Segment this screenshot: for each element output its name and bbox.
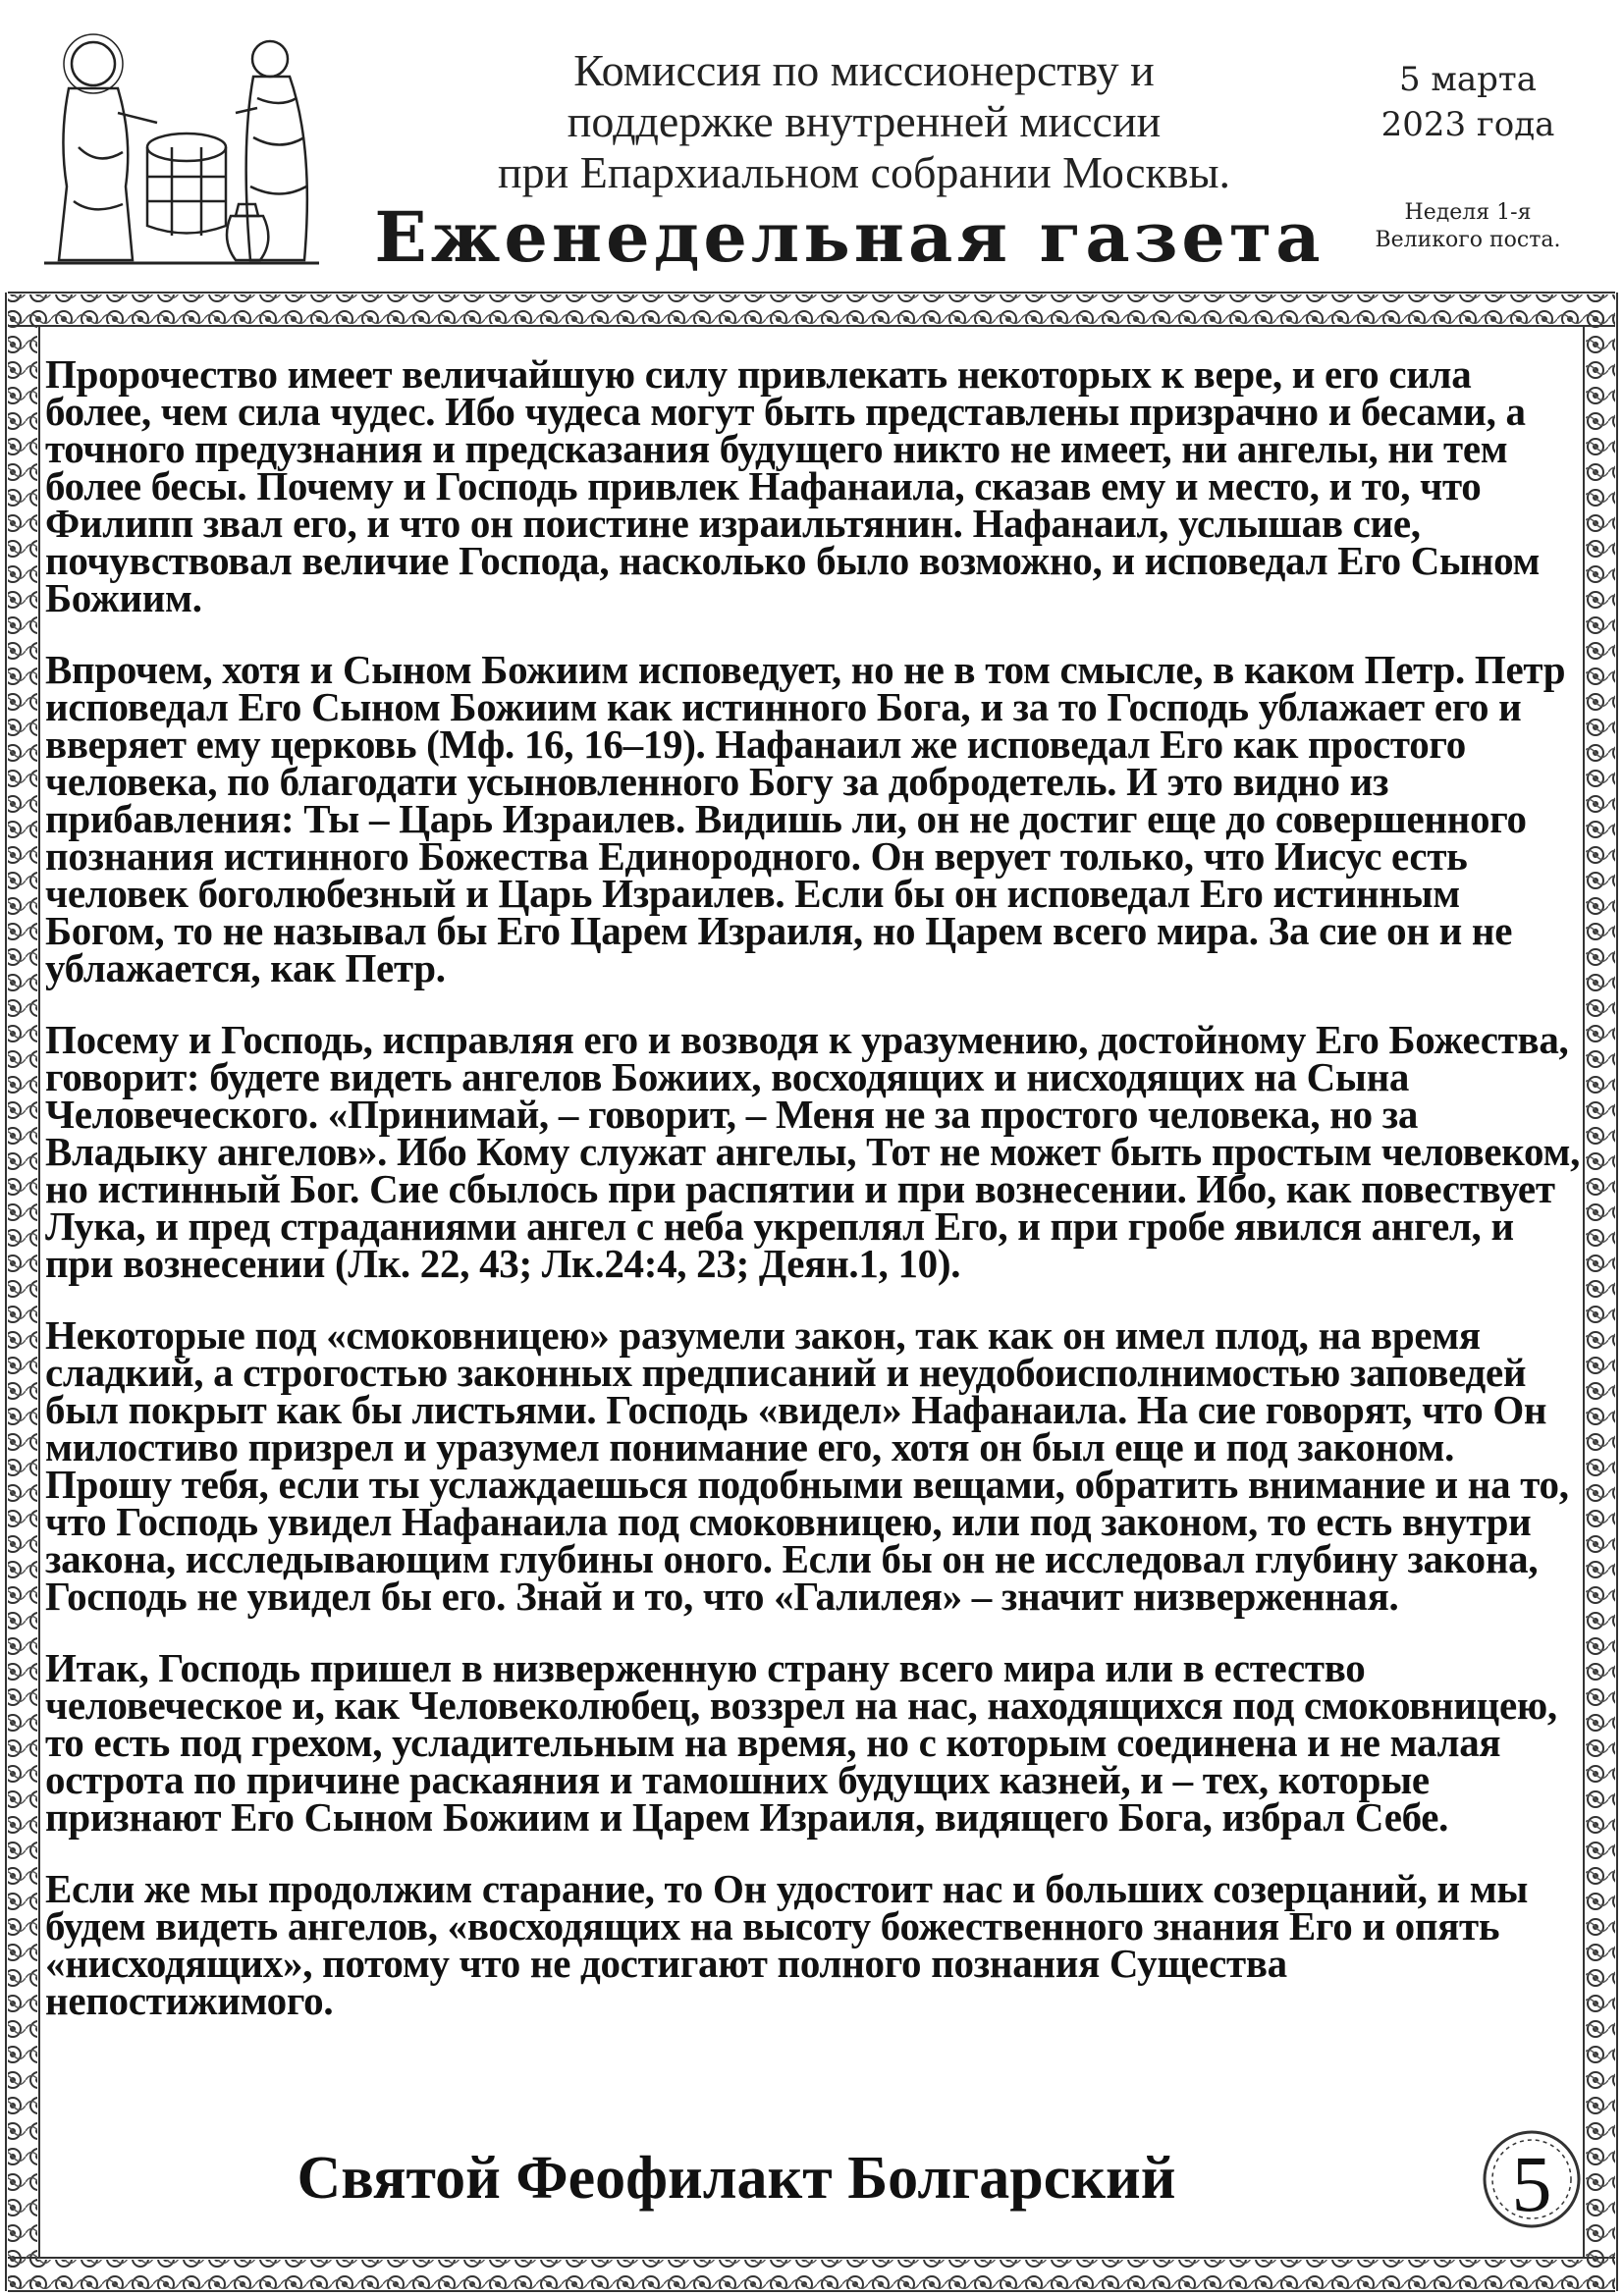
article-paragraph: Некоторые под «смоковницею» разумели закон, так как он имел плод, на время сладкий, а строгостью законных предписаний и неудобоисполнимостью заповедей был покрыт как бы листьями. Господь «видел» Нафанаила. На сие говорят, что Он милостиво призрел и уразумел понимание его, хотя он был еще и под законом. Прошу тебя, если ты услаждаешься подобными вещами, обратить внимание и на то, что Господь увидел Нафанаила под смоковницею, или под законом, то есть внутри закона, исследывающим глубины оного. Если бы он не исследовал глубину закона, Господь не увидел бы его. Знай и то, что «Галилея» – значит низверженная. [45,1312,1569,1619]
liturgical-week [1330,199,1605,254]
article-paragraph: Если же мы продолжим старание, то Он удостоит нас и больших созерцаний, и мы будем видеть ангелов, «восходящих на высоту божественного знания Его и опять «нисходящих», потому что не достигают полного познания Существа непостижимого. [45,1866,1529,2023]
liturgical-week-line: Неделя 1-я [1404,200,1532,225]
issue-date [1345,57,1591,147]
article-paragraph: Посему и Господь, исправляя его и возводя к уразумению, достойному Его Божества, говорит: будете видеть ангелов Божиих, восходящих и нисходящих на Сына Человеческого. «Принимай, – говорит, – Меня не за простого человека, но за Владыку ангелов». Ибо Кому служат ангелы, Тот не может быть простым человеком, но истинный Бог. Сие сбылось при распятии и при вознесении. Ибо, как повествует Лука, и пред страданиями ангел с неба укреплял Его, и при гробе явился ангел, и при вознесении (Лк. 22, 43; Лк.24:4, 23; Деян.1, 10). [45,1017,1581,1286]
liturgical-week-line: Великого поста. [1375,228,1561,252]
issue-date-day: 5 марта [1398,60,1537,99]
article-paragraph: Впрочем, хотя и Сыном Божиим исповедует, но не в том смысле, в каком Петр. Петр исповедал Его Сыном Божиим как истинного Бога, и за то Господь ублажает его и вверяет ему церковь (Мф. 16, 16–19). Нафанаил же исповедал Его как простого человека, по благодати усыновленного Богу за добродетель. И это видно из прибавления: Ты – Царь Израилев. Видишь ли, он не достиг еще до совершенного познания истинного Божества Единородного. Он верует только, что Иисус есть человек боголюбезный и Царь Израилев. Если бы он исповедал Его истинным Богом, то не называл бы Его Царем Израиля, но Царем всего мира. За сие он и не ублажается, как Петр. [45,647,1566,990]
article-body [45,351,1582,2054]
article-paragraph: Итак, Господь пришел в низверженную страну всего мира или в естество человеческое и, как Человеколюбец, воззрел на нас, находящихся под смоковницею, то есть под грехом, усладительным на время, но с которым соединена и не малая острота по причине раскаяния и тамошних будущих казней, и – тех, которые признают Его Сыном Божиим и Царем Израиля, видящего Бога, избрал Себе. [45,1645,1557,1840]
icon-illustration [39,29,324,270]
organization-line: поддержке внутренней миссии [567,96,1162,146]
newspaper-title: Еженедельная газета [374,196,1325,278]
organization-title [393,45,1335,198]
organization-line: при Епархиальном собрании Москвы. [498,147,1230,197]
article-author: Святой Феофилакт Болгарский [297,2145,1176,2212]
page-number: 5 [1511,2139,1552,2228]
issue-date-year: 2023 года [1380,105,1555,144]
organization-line: Комиссия по миссионерству и [573,45,1155,95]
article-paragraph: Пророчество имеет величайшую силу привлекать некоторых к вере, и его сила более, чем сила чудес. Ибо чудеса могут быть представлены призрачно и бесами, а точного предузнания и предсказания будущего никто не имеет, ни ангелы, ни тем более бесы. Почему и Господь привлек Нафанаила, сказав ему и место, и то, что Филипп звал его, и что он поистине израильтянин. Нафанаил, услышав сие, почувствовал величие Господа, насколько было возможно, и исповедал Его Сыном Божиим. [45,351,1541,620]
